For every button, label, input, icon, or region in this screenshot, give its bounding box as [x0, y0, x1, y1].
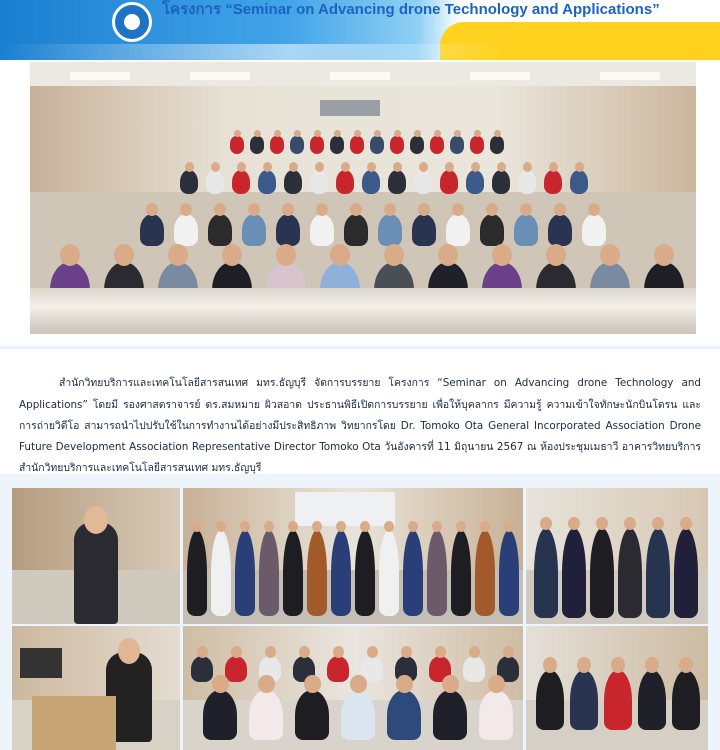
photo-audience-1 — [183, 626, 523, 750]
article-body: สำนักวิทยบริการและเทคโนโลยีสารสนเทศ มทร.ธัญบุรี จัดการบรรยาย โครงการ “Seminar on Advancing drone Technology and Applications” โดยมี รองศาสตราจารย์ ดร.สมหมาย ผิวสอาด ประธานพิธีเปิดการบรรยาย เพื่อให้บุคลากร มีความรู้ ความเข้าใจทักษะนักบินโดรน และการถ่ายวิดีโอ สามารถนำไปปรับใช้ในการทำงานได้อย่างมีประสิทธิภาพ วิทยากรโดย Dr. Tomoko Ota General Incorporated Association Drone Future Development Association Representative Director Tomoko Ota วันอังคารที่ 11 มิถุนายน 2567 ณ ห้องประชุมเมธาวี อาคารวิทยบริการ สำนักวิทยบริการและเทคโนโลยีสารสนเทศ มทร.ธัญบุรี — [19, 377, 701, 475]
photo-audience-2 — [526, 626, 708, 750]
header-stripe — [0, 44, 720, 60]
article-text-panel — [0, 346, 720, 473]
header-banner — [0, 0, 720, 60]
page-title: โครงการ “Seminar on Advancing drone Technology and Applications” — [162, 1, 660, 18]
photo-speaker — [12, 488, 180, 624]
photo-podium — [12, 626, 180, 750]
photo-collage — [0, 474, 720, 750]
photo-group-small — [526, 488, 708, 624]
main-group-photo — [30, 62, 696, 334]
photo-group-standing — [183, 488, 523, 624]
circle-logo-icon — [112, 2, 152, 42]
